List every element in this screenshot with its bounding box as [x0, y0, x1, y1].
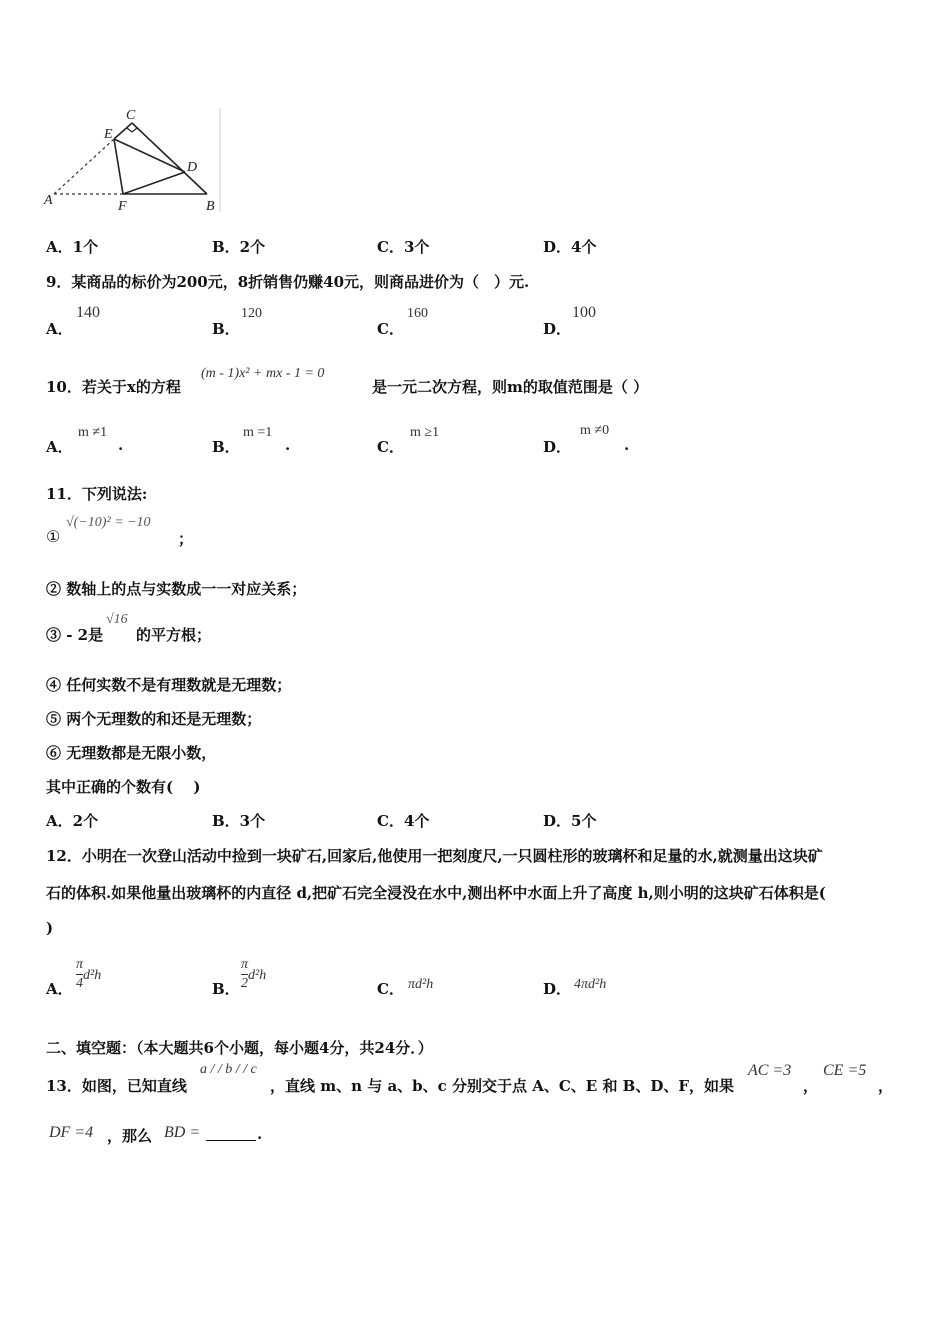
q9-option-b-value: 120: [241, 306, 262, 321]
q12-line-2: 石的体积.如果他量出玻璃杯的内直径 d,把矿石完全浸没在水中,测出杯中水面上升了高度 h,则小明的这块矿石体积是(: [46, 884, 826, 902]
q13-comma-1: ，: [803, 1077, 819, 1095]
q8-option-a: A．1个: [46, 238, 99, 256]
q12-option-b-formula: [241, 956, 266, 993]
q12-option-b-label: B．: [212, 980, 240, 998]
q12-option-b-denominator: 2: [241, 976, 248, 991]
q11-s1-end: ；: [178, 530, 194, 548]
q12-option-a-formula: [76, 956, 101, 993]
q11-option-b: B．3个: [212, 812, 266, 830]
q9-option-d-label: D．: [543, 320, 572, 338]
q8-option-b: B．2个: [212, 238, 266, 256]
q10-option-d-dot: .: [624, 436, 630, 454]
q10-option-a-label: A．: [46, 438, 73, 456]
q13-df: DF =4: [49, 1124, 94, 1141]
q11-statement-6: ⑥ 无理数都是无限小数，: [46, 744, 217, 762]
q11-option-a: A．2个: [46, 812, 99, 830]
q11-statement-4: ④ 任何实数不是有理数就是无理数；: [46, 676, 292, 694]
q12-line-3: ): [46, 919, 54, 937]
q11-s3-post: 的平方根；: [136, 626, 212, 644]
q12-option-b-tail: d²h: [248, 968, 267, 983]
q12-option-b-fraction: [241, 956, 248, 993]
segment-ED: [114, 139, 185, 172]
q10-option-b-dot: .: [285, 436, 291, 454]
q12-line-1: 12．小明在一次登山活动中捡到一块矿石,回家后,他使用一把刻度尺,一只圆柱形的玻璃杯和足量的水,就测量出这块矿: [46, 847, 823, 865]
q9-option-a-value: 140: [76, 304, 100, 321]
q12-option-d-value: 4πd²h: [574, 977, 607, 992]
q11-statement-5: ⑤ 两个无理数的和还是无理数；: [46, 710, 262, 728]
label-A: A: [44, 193, 53, 208]
q13-ce: CE =5: [823, 1062, 867, 1079]
q13-then: ，那么: [107, 1127, 153, 1145]
q10-option-b-label: B．: [212, 438, 240, 456]
label-B: B: [206, 199, 215, 214]
q8-option-c: C．3个: [377, 238, 430, 256]
q11-s1-formula: √(−10)² = −10: [66, 515, 151, 530]
q12-option-a-numerator: π: [76, 957, 84, 972]
q10-option-d-label: D．: [543, 438, 572, 456]
label-D: D: [187, 160, 198, 175]
section-2-title: 二、填空题：（本大题共6个小题，每小题4分，共24分．）: [46, 1039, 433, 1057]
q13-ac: AC =3: [748, 1062, 792, 1079]
q12-option-c-value: πd²h: [408, 977, 434, 992]
segment-EC: [114, 123, 132, 139]
q9-option-c-label: C．: [377, 320, 404, 338]
q12-option-a-tail: d²h: [83, 968, 102, 983]
q11-stem: 11．下列说法:: [46, 485, 148, 503]
q10-option-a-dot: .: [118, 436, 124, 454]
q8-option-d: D．4个: [543, 238, 597, 256]
q9-stem: 9．某商品的标价为200元，8折销售仍赚40元，则商品进价为（ ）元.: [46, 273, 530, 291]
q12-option-a-fraction: [76, 956, 83, 993]
q10-stem-post: 是一元二次方程，则m的取值范围是（ ）: [372, 378, 649, 396]
q13-mid: ，直线 m、n 与 a、b、c 分别交于点 A、C、E 和 B、D、F，如果: [270, 1077, 735, 1095]
triangle-figure: [40, 104, 225, 214]
q12-option-d-label: D．: [543, 980, 572, 998]
q10-option-a-value: m ≠1: [78, 425, 108, 440]
q11-ask: 其中正确的个数有( ): [46, 778, 201, 796]
q9-option-d-value: 100: [572, 304, 596, 321]
q13-answer-blank[interactable]: [206, 1126, 256, 1145]
q11-option-c: C．4个: [377, 812, 430, 830]
label-C: C: [126, 108, 136, 123]
q13-bd: BD =: [164, 1124, 201, 1141]
q13-pre: 13．如图，已知直线: [46, 1077, 187, 1095]
q10-stem-pre: 10．若关于x的方程: [46, 378, 181, 396]
q10-option-c-value: m ≥1: [410, 425, 440, 440]
q10-option-b-value: m =1: [243, 425, 273, 440]
label-E: E: [104, 127, 113, 142]
q12-option-b-numerator: π: [241, 957, 249, 972]
right-angle-mark: [127, 128, 137, 132]
q9-option-b-label: B．: [212, 320, 240, 338]
q9-option-a-label: A．: [46, 320, 73, 338]
q11-s3-root: √16: [106, 612, 128, 627]
q12-option-c-label: C．: [377, 980, 404, 998]
q13-comma-2: ，: [878, 1077, 894, 1095]
q10-option-d-value: m ≠0: [580, 423, 610, 438]
q13-parallel: a / / b / / c: [200, 1062, 257, 1077]
q10-equation: (m - 1)x² + mx - 1 = 0: [201, 366, 325, 381]
segment-AE-dotted: [54, 139, 114, 194]
segment-FD: [123, 172, 185, 194]
q10-option-c-label: C．: [377, 438, 404, 456]
q12-option-a-label: A．: [46, 980, 73, 998]
segment-EF: [114, 139, 123, 194]
q11-statement-2: ② 数轴上的点与实数成一一对应关系；: [46, 580, 307, 598]
q9-option-c-value: 160: [407, 306, 428, 321]
q13-end: .: [257, 1125, 263, 1143]
segment-CB: [132, 123, 207, 194]
q11-s3-pre: ③ - 2是: [46, 626, 104, 644]
label-F: F: [118, 199, 127, 214]
q12-option-a-denominator: 4: [76, 976, 83, 991]
q11-option-d: D．5个: [543, 812, 597, 830]
q11-s1-number: ①: [46, 527, 61, 546]
